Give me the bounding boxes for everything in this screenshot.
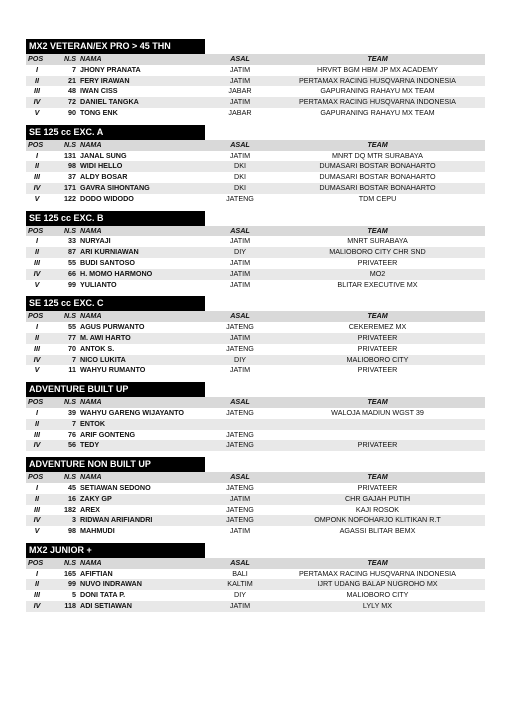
cell-team: BLITAR EXECUTIVE MX bbox=[337, 279, 418, 289]
cell-nama: NUVO INDRAWAN bbox=[80, 579, 142, 589]
header-pos: POS bbox=[28, 139, 44, 149]
cell-pos: III bbox=[34, 590, 40, 600]
table-header bbox=[26, 311, 485, 322]
cell-nama: ENTOK bbox=[80, 418, 106, 428]
cell-pos: IV bbox=[33, 354, 41, 364]
header-pos: POS bbox=[28, 557, 44, 567]
cell-team: MALIOBORO CITY CHR SND bbox=[329, 247, 426, 257]
cell-asal: JATENG bbox=[226, 504, 254, 514]
cell-team: OMPONK NOFOHARJO KLITIKAN R.T bbox=[314, 515, 441, 525]
cell-ns: 98 bbox=[68, 161, 76, 171]
cell-team: PRIVATEER bbox=[357, 440, 398, 450]
cell-pos: I bbox=[36, 407, 38, 417]
table-row bbox=[26, 97, 485, 108]
cell-nama: TEDY bbox=[80, 440, 100, 450]
cell-pos: V bbox=[34, 193, 40, 203]
cell-asal: JATENG bbox=[226, 343, 254, 353]
cell-asal bbox=[210, 419, 270, 430]
results-table bbox=[26, 472, 485, 537]
cell-asal: BALI bbox=[232, 568, 248, 578]
table-header bbox=[26, 397, 485, 408]
cell-ns: 48 bbox=[68, 86, 76, 96]
table-row bbox=[26, 505, 485, 516]
table-row bbox=[26, 365, 485, 376]
cell-asal: JATIM bbox=[229, 64, 251, 74]
header-asal: ASAL bbox=[230, 139, 250, 149]
cell-ns: 118 bbox=[64, 601, 76, 611]
header-ns: N.S bbox=[64, 472, 76, 482]
cell-pos: I bbox=[36, 236, 38, 246]
cell-ns: 122 bbox=[64, 193, 76, 203]
table-row bbox=[26, 408, 485, 419]
cell-asal: JATIM bbox=[229, 601, 251, 611]
cell-asal: JATENG bbox=[226, 193, 254, 203]
header-team: TEAM bbox=[367, 225, 388, 235]
cell-asal: JABAR bbox=[228, 86, 252, 96]
cell-asal: JATIM bbox=[229, 236, 251, 246]
table-header bbox=[26, 558, 485, 569]
header-nama: NAMA bbox=[80, 397, 102, 407]
cell-team: WALOJA MADIUN WGST 39 bbox=[331, 407, 424, 417]
result-section bbox=[26, 36, 485, 119]
header-ns: N.S bbox=[64, 557, 76, 567]
cell-ns: 7 bbox=[72, 64, 76, 74]
cell-pos: I bbox=[36, 482, 38, 492]
cell-nama: DODO WIDODO bbox=[80, 193, 134, 203]
cell-team: MO2 bbox=[369, 268, 386, 278]
table-row bbox=[26, 172, 485, 183]
cell-team: KAJI ROSOK bbox=[355, 504, 400, 514]
table-header bbox=[26, 472, 485, 483]
cell-ns: 55 bbox=[68, 257, 76, 267]
cell-nama: BUDI SANTOSO bbox=[80, 257, 135, 267]
header-pos: POS bbox=[28, 397, 44, 407]
cell-ns: 90 bbox=[68, 107, 76, 117]
table-row bbox=[26, 151, 485, 162]
cell-team: HRVRT BGM HBM JP MX ACADEMY bbox=[317, 64, 438, 74]
cell-pos: V bbox=[34, 365, 40, 375]
table-row bbox=[26, 344, 485, 355]
cell-pos: I bbox=[36, 64, 38, 74]
cell-nama: RIDWAN ARIFIANDRI bbox=[80, 515, 153, 525]
table-header bbox=[26, 226, 485, 237]
result-section bbox=[26, 454, 485, 537]
cell-asal: JATIM bbox=[229, 526, 251, 536]
cell-nama: DONI TATA P. bbox=[80, 590, 126, 600]
cell-team: PERTAMAX RACING HUSQVARNA INDONESIA bbox=[299, 568, 456, 578]
table-row bbox=[26, 526, 485, 537]
cell-pos: I bbox=[36, 150, 38, 160]
header-team: TEAM bbox=[367, 54, 388, 63]
cell-pos: IV bbox=[33, 97, 41, 107]
cell-asal: JATIM bbox=[229, 493, 251, 503]
cell-ns: 98 bbox=[68, 526, 76, 536]
cell-nama: AGUS PURWANTO bbox=[80, 322, 145, 332]
cell-nama: WIDI HELLO bbox=[80, 161, 123, 171]
cell-team: MALIOBORO CITY bbox=[346, 590, 409, 600]
cell-nama: ARIF GONTENG bbox=[80, 429, 136, 439]
header-asal: ASAL bbox=[230, 557, 250, 567]
cell-nama: JANAL SUNG bbox=[80, 150, 127, 160]
cell-asal: DKI bbox=[234, 161, 246, 171]
header-team: TEAM bbox=[367, 139, 388, 149]
table-row bbox=[26, 515, 485, 526]
cell-ns: 182 bbox=[64, 504, 76, 514]
cell-ns: 16 bbox=[68, 493, 76, 503]
results-table bbox=[26, 311, 485, 376]
cell-ns: 11 bbox=[68, 365, 76, 375]
cell-pos: III bbox=[34, 172, 40, 182]
result-section bbox=[26, 379, 485, 451]
cell-ns: 165 bbox=[64, 568, 76, 578]
header-pos: POS bbox=[28, 54, 44, 63]
cell-nama: SETIAWAN SEDONO bbox=[80, 482, 151, 492]
cell-pos: II bbox=[35, 247, 39, 257]
results-table bbox=[26, 397, 485, 451]
cell-ns: 45 bbox=[68, 482, 76, 492]
cell-asal: DIY bbox=[234, 247, 246, 257]
results-table bbox=[26, 558, 485, 612]
table-row bbox=[26, 483, 485, 494]
cell-pos: V bbox=[34, 107, 40, 117]
cell-pos: III bbox=[34, 86, 40, 96]
cell-team: CEKEREMEZ MX bbox=[348, 322, 407, 332]
section-title: ADVENTURE NON BUILT UP bbox=[26, 457, 205, 472]
table-row bbox=[26, 65, 485, 76]
cell-team: PRIVATEER bbox=[357, 365, 398, 375]
cell-nama: NICO LUKITA bbox=[80, 354, 126, 364]
cell-pos: II bbox=[35, 161, 39, 171]
cell-asal: JATENG bbox=[226, 515, 254, 525]
cell-nama: H. MOMO HARMONO bbox=[80, 268, 153, 278]
header-nama: NAMA bbox=[80, 139, 102, 149]
table-row bbox=[26, 269, 485, 280]
cell-nama: MAHMUDI bbox=[80, 526, 115, 536]
table-row bbox=[26, 579, 485, 590]
table-row bbox=[26, 108, 485, 119]
cell-pos: IV bbox=[33, 515, 41, 525]
cell-asal: DKI bbox=[234, 172, 246, 182]
header-asal: ASAL bbox=[230, 54, 250, 63]
header-ns: N.S bbox=[64, 311, 76, 321]
table-header bbox=[26, 54, 485, 65]
header-team: TEAM bbox=[367, 557, 388, 567]
cell-team: DUMASARI BOSTAR BONAHARTO bbox=[319, 172, 436, 182]
table-row bbox=[26, 322, 485, 333]
cell-team: PRIVATEER bbox=[357, 482, 398, 492]
header-team: TEAM bbox=[367, 311, 388, 321]
cell-team: PRIVATEER bbox=[357, 332, 398, 342]
cell-nama: TONG ENK bbox=[80, 107, 118, 117]
cell-nama: AFIFTIAN bbox=[80, 568, 113, 578]
cell-asal: DIY bbox=[234, 354, 246, 364]
cell-team: DUMASARI BOSTAR BONAHARTO bbox=[319, 182, 436, 192]
cell-nama: M. AWI HARTO bbox=[80, 332, 131, 342]
cell-asal: JATIM bbox=[229, 279, 251, 289]
result-section bbox=[26, 208, 485, 291]
cell-pos: II bbox=[35, 579, 39, 589]
cell-team: DUMASARI BOSTAR BONAHARTO bbox=[319, 161, 436, 171]
cell-asal: JATENG bbox=[226, 482, 254, 492]
result-section bbox=[26, 293, 485, 376]
cell-asal: JATIM bbox=[229, 150, 251, 160]
header-pos: POS bbox=[28, 472, 44, 482]
cell-pos: II bbox=[35, 418, 39, 428]
cell-ns: 72 bbox=[68, 97, 76, 107]
cell-nama: JHONY PRANATA bbox=[80, 64, 141, 74]
cell-pos: II bbox=[35, 493, 39, 503]
cell-nama: DANIEL TANGKA bbox=[80, 97, 139, 107]
header-team: TEAM bbox=[367, 472, 388, 482]
table-row bbox=[26, 280, 485, 291]
section-title: MX2 JUNIOR + bbox=[26, 543, 205, 558]
cell-pos: IV bbox=[33, 182, 41, 192]
cell-ns: 7 bbox=[72, 354, 76, 364]
table-row bbox=[26, 258, 485, 269]
table-row bbox=[26, 569, 485, 580]
cell-team: AGASSI BLITAR BEMX bbox=[339, 526, 416, 536]
section-title: SE 125 cc EXC. B bbox=[26, 211, 205, 226]
cell-team: TDM CEPU bbox=[358, 193, 397, 203]
table-row bbox=[26, 430, 485, 441]
results-table bbox=[26, 54, 485, 119]
cell-nama: IWAN CISS bbox=[80, 86, 118, 96]
header-asal: ASAL bbox=[230, 397, 250, 407]
cell-ns: 39 bbox=[68, 407, 76, 417]
cell-ns: 66 bbox=[68, 268, 76, 278]
cell-asal: DKI bbox=[234, 182, 246, 192]
cell-team: GAPURANING RAHAYU MX TEAM bbox=[320, 107, 435, 117]
cell-pos: III bbox=[34, 504, 40, 514]
section-title: SE 125 cc EXC. A bbox=[26, 125, 205, 140]
table-header bbox=[26, 140, 485, 151]
header-ns: N.S bbox=[64, 397, 76, 407]
results-sheet bbox=[26, 36, 485, 612]
cell-ns: 70 bbox=[68, 343, 76, 353]
table-row bbox=[26, 183, 485, 194]
cell-nama: YULIANTO bbox=[80, 279, 117, 289]
cell-ns: 55 bbox=[68, 322, 76, 332]
cell-team bbox=[270, 419, 485, 430]
cell-pos: II bbox=[35, 75, 39, 85]
table-row bbox=[26, 161, 485, 172]
header-asal: ASAL bbox=[230, 225, 250, 235]
cell-team: IJRT UDANG BALAP NUGROHO MX bbox=[317, 579, 438, 589]
cell-ns: 3 bbox=[72, 515, 76, 525]
cell-asal: JATIM bbox=[229, 268, 251, 278]
cell-team: LYLY MX bbox=[362, 601, 393, 611]
cell-team: PERTAMAX RACING HUSQVARNA INDONESIA bbox=[299, 97, 456, 107]
cell-ns: 56 bbox=[68, 440, 76, 450]
cell-nama: ARI KURNIAWAN bbox=[80, 247, 139, 257]
header-ns: N.S bbox=[64, 139, 76, 149]
cell-nama: NURYAJI bbox=[80, 236, 111, 246]
section-title: SE 125 cc EXC. C bbox=[26, 296, 205, 311]
cell-pos: IV bbox=[33, 440, 41, 450]
cell-asal: JATIM bbox=[229, 75, 251, 85]
table-row bbox=[26, 440, 485, 451]
table-row bbox=[26, 494, 485, 505]
cell-nama: ADI SETIAWAN bbox=[80, 601, 132, 611]
table-row bbox=[26, 333, 485, 344]
table-row bbox=[26, 247, 485, 258]
cell-asal: JATIM bbox=[229, 97, 251, 107]
cell-nama: ZAKY GP bbox=[80, 493, 112, 503]
cell-team: MALIOBORO CITY bbox=[346, 354, 409, 364]
cell-team: PRIVATEER bbox=[357, 343, 398, 353]
cell-asal: KALTIM bbox=[227, 579, 253, 589]
cell-pos: V bbox=[34, 279, 40, 289]
cell-asal: JATIM bbox=[229, 257, 251, 267]
header-nama: NAMA bbox=[80, 225, 102, 235]
cell-asal: JATIM bbox=[229, 365, 251, 375]
table-row bbox=[26, 194, 485, 205]
cell-ns: 5 bbox=[72, 590, 76, 600]
cell-ns: 76 bbox=[68, 429, 76, 439]
header-ns: N.S bbox=[64, 54, 76, 63]
cell-pos: V bbox=[34, 526, 40, 536]
cell-ns: 171 bbox=[64, 182, 76, 192]
cell-ns: 87 bbox=[68, 247, 76, 257]
cell-asal: JATENG bbox=[226, 407, 254, 417]
header-nama: NAMA bbox=[80, 557, 102, 567]
cell-asal: JATENG bbox=[226, 429, 254, 439]
header-team: TEAM bbox=[367, 397, 388, 407]
header-pos: POS bbox=[28, 311, 44, 321]
cell-pos: IV bbox=[33, 601, 41, 611]
cell-pos: III bbox=[34, 429, 40, 439]
table-row bbox=[26, 236, 485, 247]
header-ns: N.S bbox=[64, 225, 76, 235]
result-section bbox=[26, 540, 485, 612]
section-title: ADVENTURE BUILT UP bbox=[26, 382, 205, 397]
cell-team: MNRT DQ MTR SURABAYA bbox=[332, 150, 423, 160]
cell-nama: ALDY BOSAR bbox=[80, 172, 128, 182]
cell-ns: 131 bbox=[64, 150, 76, 160]
cell-asal: JATENG bbox=[226, 440, 254, 450]
cell-nama: AREX bbox=[80, 504, 100, 514]
cell-ns: 37 bbox=[68, 172, 76, 182]
cell-ns: 99 bbox=[68, 279, 76, 289]
cell-nama: GAVRA SIHONTANG bbox=[80, 182, 150, 192]
table-row bbox=[26, 419, 485, 430]
cell-ns: 77 bbox=[68, 332, 76, 342]
cell-team bbox=[270, 430, 485, 441]
header-asal: ASAL bbox=[230, 472, 250, 482]
table-row bbox=[26, 601, 485, 612]
section-title: MX2 VETERAN/EX PRO > 45 THN bbox=[26, 39, 205, 54]
header-nama: NAMA bbox=[80, 311, 102, 321]
header-pos: POS bbox=[28, 225, 44, 235]
table-row bbox=[26, 76, 485, 87]
table-row bbox=[26, 590, 485, 601]
cell-team: MNRT SURABAYA bbox=[347, 236, 408, 246]
results-table bbox=[26, 226, 485, 291]
table-row bbox=[26, 355, 485, 366]
cell-pos: IV bbox=[33, 268, 41, 278]
header-nama: NAMA bbox=[80, 54, 102, 63]
cell-nama: FERY IRAWAN bbox=[80, 75, 130, 85]
header-nama: NAMA bbox=[80, 472, 102, 482]
cell-ns: 7 bbox=[72, 418, 76, 428]
cell-pos: II bbox=[35, 332, 39, 342]
cell-team: PRIVATEER bbox=[357, 257, 398, 267]
table-row bbox=[26, 86, 485, 97]
cell-nama: ANTOK S. bbox=[80, 343, 115, 353]
cell-asal: JATIM bbox=[229, 332, 251, 342]
cell-asal: JATENG bbox=[226, 322, 254, 332]
header-asal: ASAL bbox=[230, 311, 250, 321]
cell-team: GAPURANING RAHAYU MX TEAM bbox=[320, 86, 435, 96]
cell-ns: 21 bbox=[68, 75, 76, 85]
result-section bbox=[26, 122, 485, 205]
cell-asal: JABAR bbox=[228, 107, 252, 117]
cell-asal: DIY bbox=[234, 590, 246, 600]
cell-nama: WAHYU RUMANTO bbox=[80, 365, 146, 375]
cell-team: CHR GAJAH PUTIH bbox=[344, 493, 411, 503]
cell-pos: III bbox=[34, 343, 40, 353]
cell-pos: I bbox=[36, 322, 38, 332]
cell-ns: 33 bbox=[68, 236, 76, 246]
results-table bbox=[26, 140, 485, 205]
cell-team: PERTAMAX RACING HUSQVARNA INDONESIA bbox=[299, 75, 456, 85]
cell-pos: III bbox=[34, 257, 40, 267]
cell-ns: 99 bbox=[68, 579, 76, 589]
cell-pos: I bbox=[36, 568, 38, 578]
cell-nama: WAHYU GARENG WIJAYANTO bbox=[80, 407, 184, 417]
